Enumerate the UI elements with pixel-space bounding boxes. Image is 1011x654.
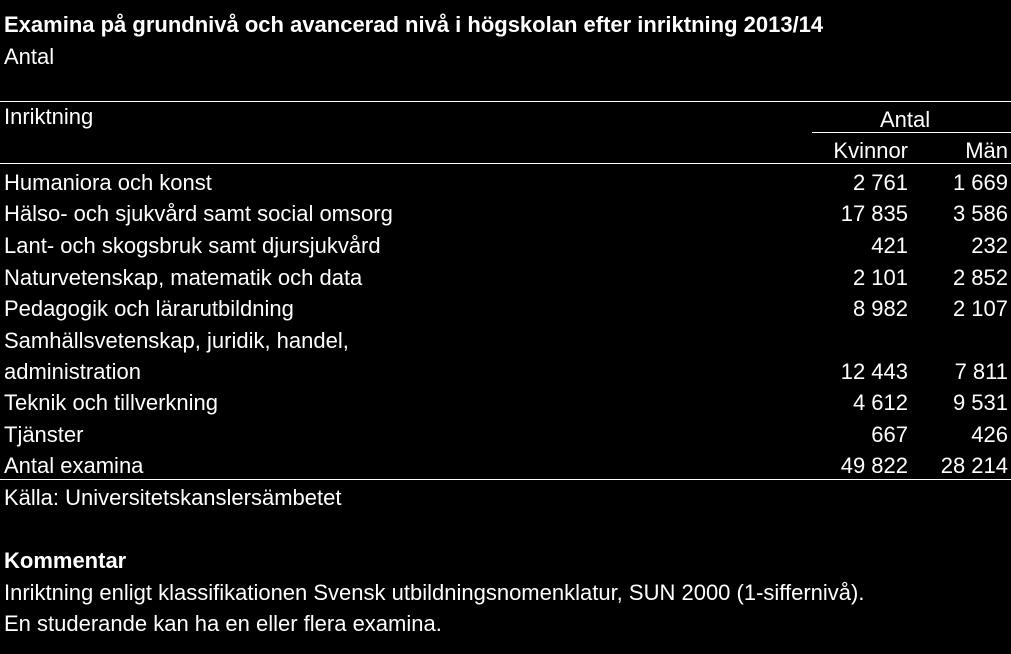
comment-line-1: Inriktning enligt klassifikationen Svensk utbildningsnomenklatur, SUN 2000 (1-siffernivå). bbox=[4, 580, 865, 605]
comment-line-2: En studerande kan ha en eller flera examina. bbox=[4, 611, 442, 636]
row-label: Tjänster bbox=[4, 422, 84, 447]
cell-men: 3 586 bbox=[952, 201, 1008, 226]
table-bottom-rule bbox=[0, 479, 1011, 480]
page-title: Examina på grundnivå och avancerad nivå i högskolan efter inriktning 2013/14 bbox=[4, 12, 824, 37]
source-note: Källa: Universitetskanslersämbetet bbox=[4, 485, 342, 510]
cell-men: 28 214 bbox=[940, 453, 1008, 478]
row-label: Pedagogik och lärarutbildning bbox=[4, 296, 294, 321]
cell-women: 17 835 bbox=[840, 201, 908, 226]
column-header-women: Kvinnor bbox=[833, 138, 908, 163]
cell-women: 421 bbox=[871, 233, 908, 258]
row-header-label: Inriktning bbox=[4, 104, 94, 129]
row-label-line1: Samhällsvetenskap, juridik, handel, bbox=[4, 328, 349, 353]
comment-heading: Kommentar bbox=[4, 548, 127, 573]
cell-men: 9 531 bbox=[952, 390, 1008, 415]
row-label: Antal examina bbox=[4, 453, 144, 478]
cell-men: 426 bbox=[971, 422, 1008, 447]
header-bottom-rule bbox=[0, 163, 1011, 164]
group-header-rule bbox=[812, 132, 1011, 133]
row-label: Hälso- och sjukvård samt social omsorg bbox=[4, 201, 393, 226]
row-label-line2: administration bbox=[4, 359, 141, 384]
cell-women: 4 612 bbox=[852, 390, 908, 415]
cell-men: 2 107 bbox=[952, 296, 1008, 321]
cell-men: 2 852 bbox=[952, 265, 1008, 290]
row-label: Teknik och tillverkning bbox=[4, 390, 218, 415]
row-label: Lant- och skogsbruk samt djursjukvård bbox=[4, 233, 381, 258]
cell-men: 7 811 bbox=[954, 359, 1008, 384]
row-label: Naturvetenskap, matematik och data bbox=[4, 265, 363, 290]
row-label: Humaniora och konst bbox=[4, 170, 212, 195]
cell-men: 232 bbox=[971, 233, 1008, 258]
group-header-label: Antal bbox=[880, 107, 931, 132]
column-header-men: Män bbox=[965, 138, 1008, 163]
cell-men: 1 669 bbox=[952, 170, 1008, 195]
cell-women: 2 101 bbox=[852, 265, 908, 290]
cell-women: 8 982 bbox=[852, 296, 908, 321]
cell-women: 12 443 bbox=[840, 359, 908, 384]
cell-women: 49 822 bbox=[840, 453, 908, 478]
table-top-rule bbox=[0, 101, 1011, 102]
cell-women: 667 bbox=[871, 422, 908, 447]
page-subtitle: Antal bbox=[4, 44, 55, 69]
cell-women: 2 761 bbox=[852, 170, 908, 195]
